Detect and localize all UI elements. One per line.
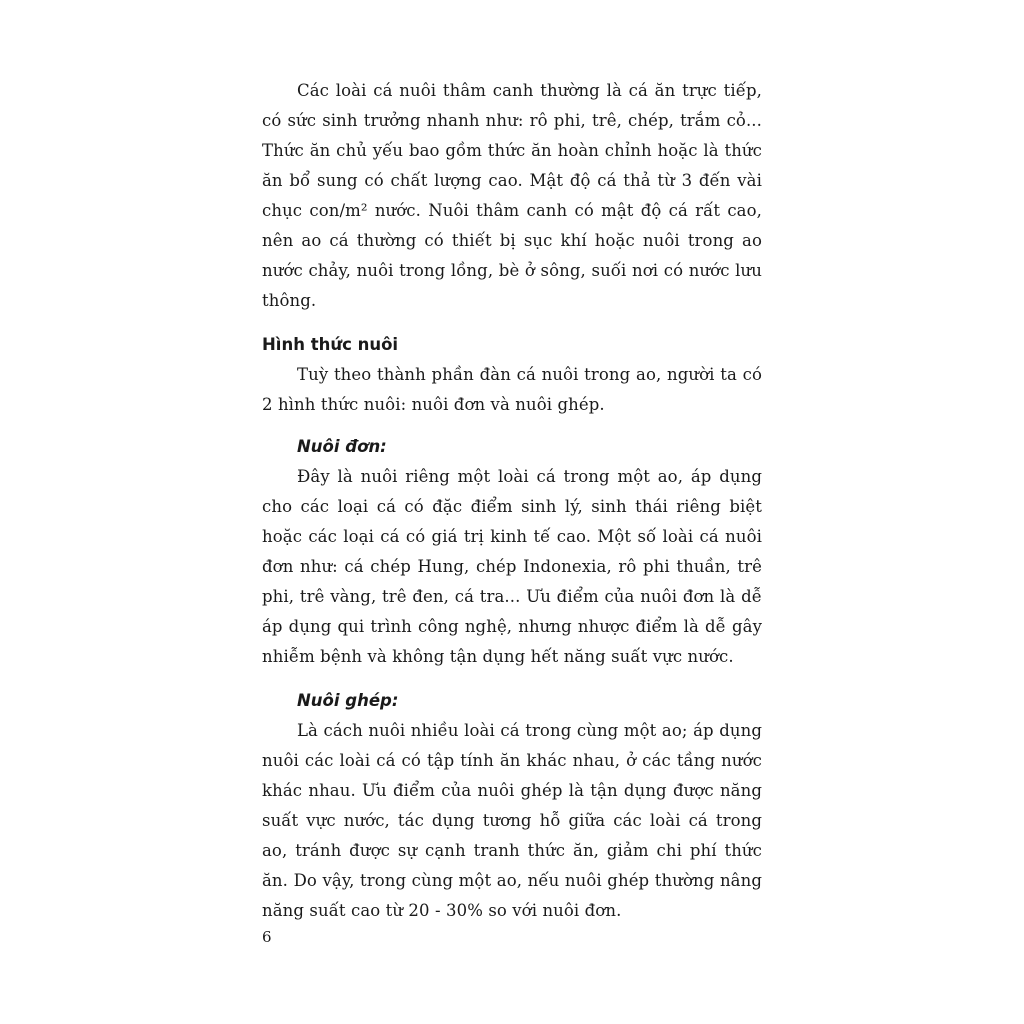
paragraph-mixed-species: Là cách nuôi nhiều loài cá trong cùng một ao; áp dụng nuôi các loài cá có tập tính ăn khác nhau, ở các tầng nước khác nhau. Ưu điểm của nuôi ghép là tận dụng được năng suất vực nước, tác dụng tương hỗ giữa các loài cá trong ao, tránh được sự cạnh tranh thức ăn, giảm chi phí thức ăn. Do vậy, trong cùng một ao, nếu nuôi ghép thường nâng năng suất cao từ 20 - 30% so với nuôi đơn. <box>262 721 762 920</box>
page-number: 6 <box>262 928 272 946</box>
page-body <box>262 76 762 926</box>
paragraph-farming-forms: Tuỳ theo thành phần đàn cá nuôi trong ao, người ta có 2 hình thức nuôi: nuôi đơn và nuôi ghép. <box>262 365 762 414</box>
subheading-mixed-species: Nuôi ghép: <box>297 691 399 710</box>
paragraph-single-species: Đây là nuôi riêng một loài cá trong một ao, áp dụng cho các loại cá có đặc điểm sinh lý, sinh thái riêng biệt hoặc các loại cá có giá trị kinh tế cao. Một số loài cá nuôi đơn như: cá chép Hung, chép Indonexia, rô phi thuần, trê phi, trê vàng, trê đen, cá tra... Ưu điểm của nuôi đơn là dễ áp dụng qui trình công nghệ, nhưng nhược điểm là dễ gây nhiễm bệnh và không tận dụng hết năng suất vực nước. <box>262 467 762 666</box>
subheading-single-species: Nuôi đơn: <box>297 437 387 456</box>
heading-farming-forms: Hình thức nuôi <box>262 335 399 354</box>
paragraph-intensive-farming: Các loài cá nuôi thâm canh thường là cá ăn trực tiếp, có sức sinh trưởng nhanh như: rô phi, trê, chép, trắm cỏ... Thức ăn chủ yếu bao gồm thức ăn hoàn chỉnh hoặc là thức ăn bổ sung có chất lượng cao. Mật độ cá thả từ 3 đến vài chục con/m² nước. Nuôi thâm canh có mật độ cá rất cao, nên ao cá thường có thiết bị sục khí hoặc nuôi trong ao nước chảy, nuôi trong lồng, bè ở sông, suối nơi có nước lưu thông. <box>262 81 762 310</box>
